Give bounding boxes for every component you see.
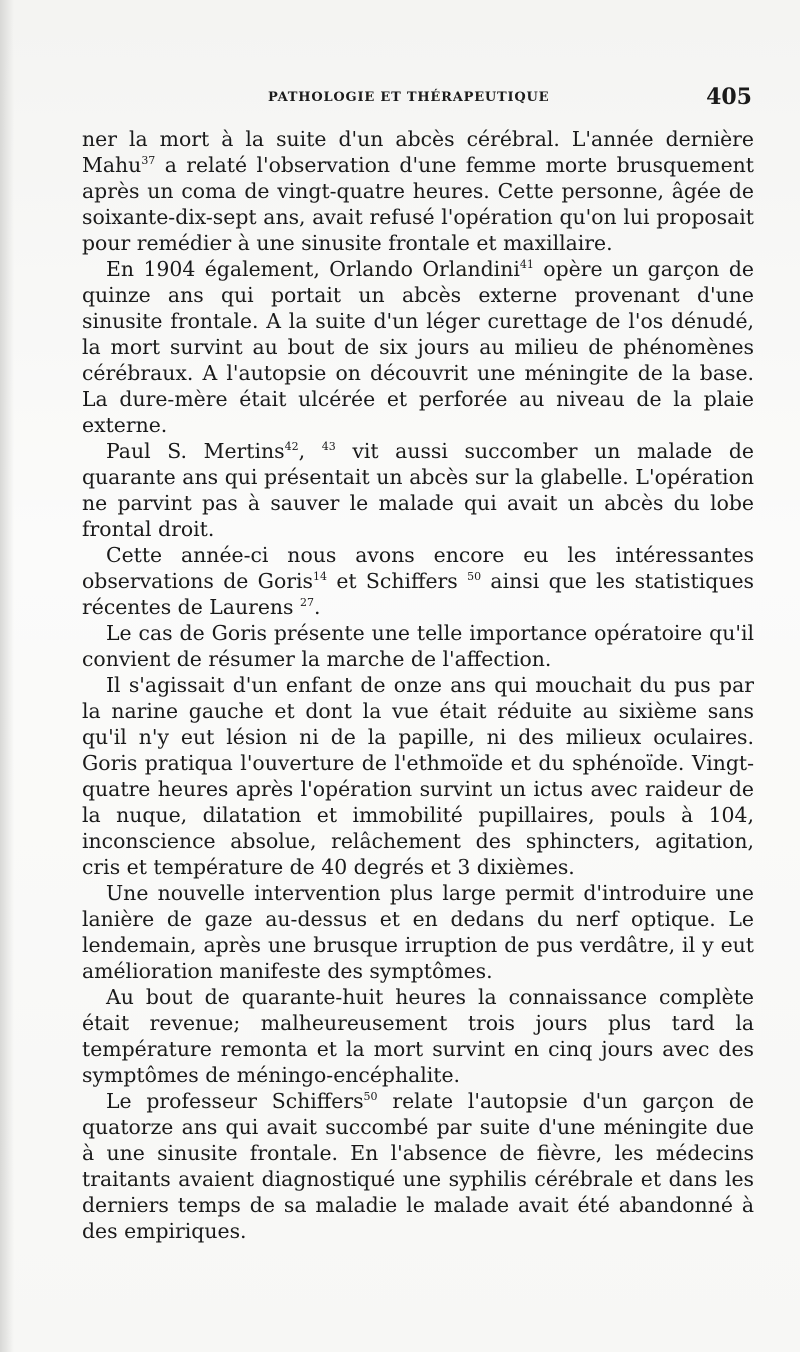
body-text <box>82 126 754 1244</box>
text-run: Le cas de Goris présente une telle importance opératoire qu'il convient de résumer la marche de l'affection. <box>82 621 754 671</box>
text-run: a relaté l'observation d'une femme morte brusquement après un coma de vingt-quatre heures. Cette personne, âgée de soixante-dix-sept ans, avait refusé l'opération qu'on lui proposait pour remédier à une sinusite frontale et maxillaire. <box>82 153 754 255</box>
paragraph <box>82 984 754 1088</box>
text-run: Au bout de quarante-huit heures la connaissance complète était revenue; malheureusement trois jours plus tard la température remonta et la mort survint en cinq jours avec des symptômes de méningo-encéphalite. <box>82 985 754 1087</box>
paragraph <box>82 438 754 542</box>
paragraph <box>82 672 754 880</box>
paragraph <box>82 1088 754 1244</box>
footnote-ref: 41 <box>519 258 534 271</box>
text-run: Paul S. Mertins <box>106 439 285 463</box>
footnote-ref: 42 <box>284 440 299 453</box>
paragraph <box>82 542 754 620</box>
text-run: et Schiffers <box>326 569 468 593</box>
text-run: opère un garçon de quinze ans qui portait un abcès externe provenant d'une sinusite frontale. A la suite d'un léger curettage de l'os dénudé, la mort survint au bout de six jours au milieu de phénomènes cérébraux. A l'autopsie on découvrit une méningite de la base. La dure-mère était ulcérée et perforée au niveau de la plaie externe. <box>82 257 754 437</box>
text-run: relate l'autopsie d'un garçon de quatorze ans qui avait succombé par suite d'une méningite due à une sinusite frontale. En l'absence de fièvre, les médecins traitants avaient diagnostiqué une syphilis cérébrale et dans les derniers temps de sa maladie le malade avait été abandonné à des empiriques. <box>82 1089 755 1243</box>
paragraph <box>82 126 754 256</box>
text-run: ner la mort à la suite d'un abcès cérébral. L'année dernière Mahu <box>82 127 754 177</box>
footnote-ref: 50 <box>467 570 482 583</box>
text-run: Le professeur Schiffers <box>106 1089 364 1113</box>
text-run: ainsi que les statistiques récentes de Laurens <box>82 569 754 619</box>
text-run: Il s'agissait d'un enfant de onze ans qui mouchait du pus par la narine gauche et dont la vue était réduite au sixième sans qu'il n'y eut lésion ni de la papille, ni des milieux oculaires. Goris pratiqua l'ouverture de l'ethmoïde et du sphénoïde. Vingt-quatre heures après l'opération survint un ictus avec raideur de la nuque, dilatation et immobilité pupillaires, pouls à 104, inconscience absolue, relâchement des sphincters, agitation, cris et température de 40 degrés et 3 dixièmes. <box>82 673 754 879</box>
paragraph <box>82 256 754 438</box>
text-run: Cette année-ci nous avons encore eu les intéressantes observations de Goris <box>82 543 754 593</box>
text-run: vit aussi succomber un malade de quarante ans qui présentait un abcès sur la glabelle. L'opération ne parvint pas à sauver le malade qui avait un abcès du lobe frontal droit. <box>82 439 754 541</box>
footnote-ref: 37 <box>141 154 156 167</box>
paragraph <box>82 880 754 984</box>
page-number: 405 <box>706 84 752 110</box>
page-header <box>82 84 754 118</box>
footnote-ref: 43 <box>321 440 336 453</box>
text-run: En 1904 également, Orlando Orlandini <box>106 257 520 281</box>
footnote-ref: 14 <box>312 570 327 583</box>
text-run: . <box>313 595 321 619</box>
footnote-ref: 27 <box>299 596 314 609</box>
running-title: PATHOLOGIE ET THÉRAPEUTIQUE <box>268 90 550 105</box>
text-run: , <box>298 439 322 463</box>
text-run: Une nouvelle intervention plus large permit d'introduire une lanière de gaze au-dessus et en dedans du nerf optique. Le lendemain, après une brusque irruption de pus verdâtre, il y eut amélioration manifeste des symptômes. <box>82 881 754 983</box>
footnote-ref: 50 <box>363 1090 378 1103</box>
paragraph <box>82 620 754 672</box>
